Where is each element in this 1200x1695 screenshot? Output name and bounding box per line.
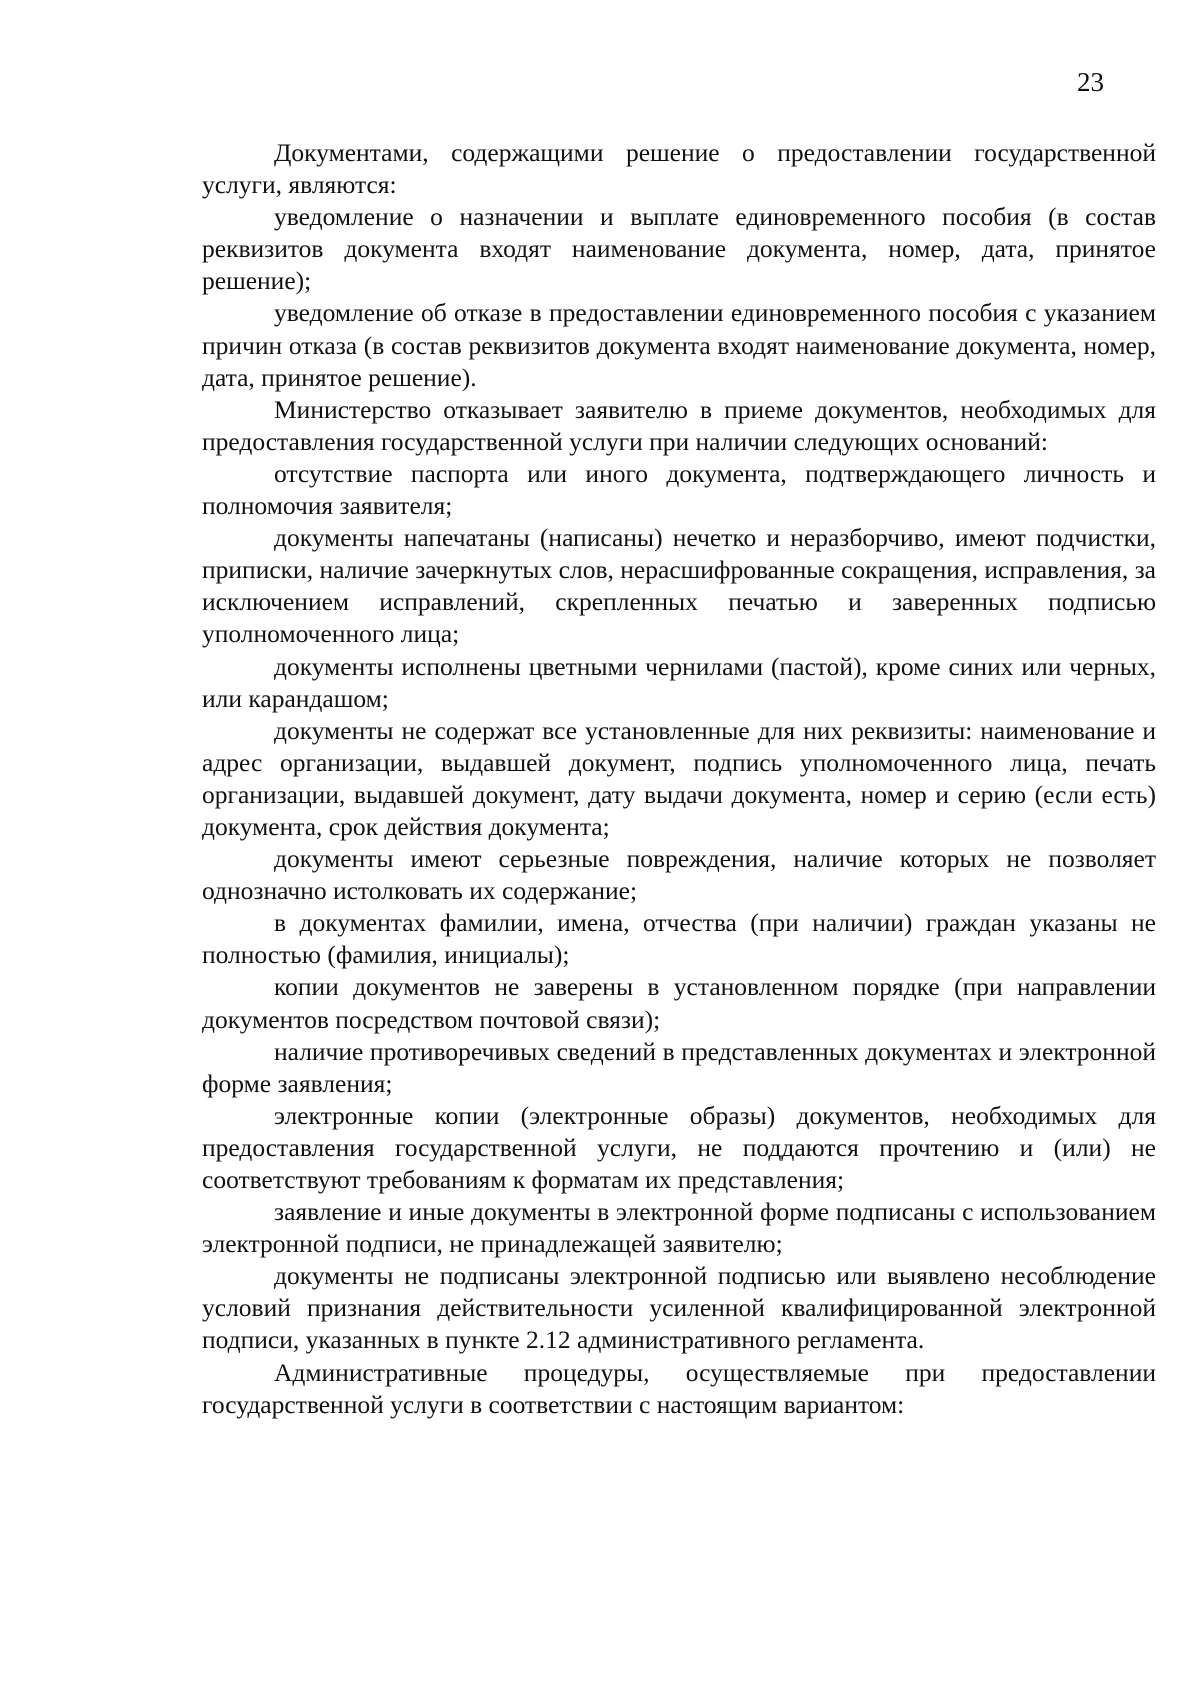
paragraph-refusal-grounds-intro: Министерство отказывает заявителю в приеме документов, необходимых для предоставления государственной услуги при наличии следующих оснований: [202, 394, 1156, 456]
paragraph-ground-no-passport: отсутствие паспорта или иного документа, подтверждающего личность и полномочия заявителя; [202, 458, 1156, 521]
paragraph-ground-contradictions: наличие противоречивых сведений в представленных документах и электронной форме заявления; [202, 1036, 1156, 1098]
paragraph-administrative-procedures: Административные процедуры, осуществляемые при предоставлении государственной услуги в соответствии с настоящим вариантом: [202, 1357, 1156, 1419]
document-body [202, 137, 1156, 1421]
paragraph-ground-illegible: документы напечатаны (написаны) нечетко и неразборчиво, имеют подчистки, приписки, наличие зачеркнутых слов, нерасшифрованные сокращения, исправления, за исключением исправлений, скрепленных печатью и заверенных подписью уполномоченного лица; [202, 523, 1156, 649]
paragraph-ground-damaged: документы имеют серьезные повреждения, наличие которых не позволяет однозначно истолковать их содержание; [202, 844, 1156, 906]
paragraph-ground-uncertified-copies: копии документов не заверены в установленном порядке (при направлении документов посредством почтовой связи); [202, 972, 1156, 1034]
paragraph-notice-of-payment: уведомление о назначении и выплате единовременного пособия (в состав реквизитов документа входят наименование документа, номер, дата, принятое решение); [202, 202, 1156, 296]
paragraph-notice-of-refusal: уведомление об отказе в предоставлении единовременного пособия с указанием причин отказа (в состав реквизитов документа входят наименование документа, номер, дата, принятое решение). [202, 298, 1156, 392]
paragraph-ground-foreign-signature: заявление и иные документы в электронной форме подписаны с использованием электронной подписи, не принадлежащей заявителю; [202, 1197, 1156, 1259]
paragraph-ground-missing-requisites: документы не содержат все установленные для них реквизиты: наименование и адрес организации, выдавшей документ, подпись уполномоченного лица, печать организации, выдавшей документ, дату выдачи документа, номер и серию (если есть) документа, срок действия документа; [202, 715, 1156, 841]
paragraph-ground-unsigned: документы не подписаны электронной подписью или выявлено несоблюдение условий признания действительности усиленной квалифицированной электронной подписи, указанных в пункте 2.12 административного регламента. [202, 1261, 1156, 1355]
page-number: 23 [1077, 67, 1104, 97]
paragraph-ground-unreadable-scans: электронные копии (электронные образы) документов, необходимых для предоставления государственной услуги, не поддаются прочтению и (или) не соответствуют требованиям к форматам их представления; [202, 1100, 1156, 1194]
paragraph-ground-colored-ink: документы исполнены цветными чернилами (пастой), кроме синих или черных, или карандашом; [202, 651, 1156, 713]
paragraph-ground-incomplete-names: в документах фамилии, имена, отчества (при наличии) граждан указаны не полностью (фамилия, инициалы); [202, 908, 1156, 970]
paragraph-decision-documents: Документами, содержащими решение о предоставлении государственной услуги, являются: [202, 138, 1156, 200]
